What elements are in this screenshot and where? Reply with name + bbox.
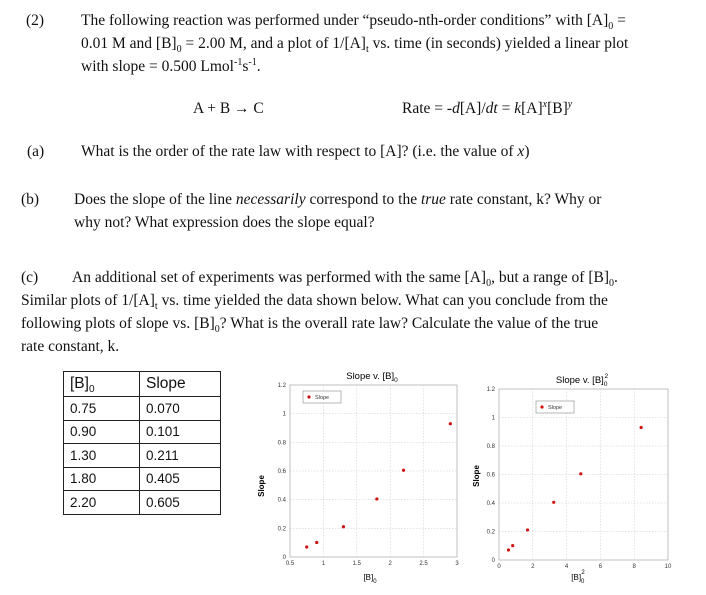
chart-2-ylabel: Slope [472, 465, 481, 487]
data-point [342, 525, 345, 528]
chart-slope-vs-b0-squared [466, 365, 691, 593]
q2-line-2-c: vs. time (in seconds) yielded a linear plot [368, 35, 629, 52]
superscript: -1 [248, 56, 257, 68]
data-point [315, 541, 318, 544]
subscript: 0 [176, 44, 182, 56]
q2-line-1 [81, 9, 626, 32]
chart-2-legend-label: Slope [548, 405, 563, 411]
rate-b: [B] [547, 100, 568, 117]
part-b-text-d: true [420, 191, 446, 208]
data-table [63, 371, 221, 515]
rate-equals: = [497, 100, 515, 117]
chart-1-points [305, 422, 452, 548]
cell-slope: 0.211 [140, 444, 221, 468]
part-c-text-e: vs. time yielded the data shown below. What can you conclude from the [157, 292, 608, 309]
part-c-label: (c) [21, 269, 39, 286]
data-point [526, 528, 529, 531]
y-tick-label: 0.8 [277, 440, 286, 447]
y-tick-label: 0.2 [277, 526, 286, 533]
y-tick-label: 0.4 [277, 497, 286, 504]
header-b0-text: [B] [70, 375, 89, 392]
rate-exponent-y: y [567, 98, 573, 110]
rate-k: k [514, 100, 522, 117]
cell-slope: 0.070 [140, 397, 221, 421]
part-c-line-1 [72, 266, 618, 289]
cell-slope: 0.405 [140, 467, 221, 491]
chart-1-legend-label: Slope [315, 395, 330, 401]
y-tick-label: 1.2 [277, 383, 286, 389]
rate-d: d [452, 100, 460, 117]
y-tick-label: 0.4 [486, 501, 495, 507]
x-tick-label: 3 [455, 561, 459, 567]
cell-b0: 1.80 [64, 467, 140, 491]
subscript: t [154, 301, 158, 313]
rate-exponent-x: x [542, 98, 548, 110]
reaction-equation: A + B → C [193, 100, 264, 117]
cell-b0: 2.20 [64, 491, 140, 515]
rate-law [402, 97, 572, 120]
rate-dt: dt [485, 100, 498, 117]
part-b-text-c: correspond to the [305, 191, 421, 208]
cell-slope: 0.605 [140, 491, 221, 515]
chart-1-legend-marker [307, 395, 310, 398]
x-tick-label: 4 [564, 564, 569, 570]
part-b-line-1 [74, 188, 601, 211]
data-point [552, 501, 555, 504]
y-tick-label: 1.2 [486, 387, 495, 393]
part-c-text-d: Similar plots of 1/[A] [21, 292, 155, 309]
chart-1-ylabel: Slope [257, 475, 266, 497]
table-row [64, 420, 221, 444]
data-point [511, 544, 514, 547]
q2-line-1-text: The following reaction was performed under “pseudo-nth-order conditions” with [A] [81, 12, 609, 29]
chart-1-ticks [278, 383, 460, 567]
subscript: 0 [88, 384, 95, 396]
rate-mid: [A]/ [459, 100, 486, 117]
x-tick-label: 1 [321, 561, 326, 567]
y-tick-label: 1 [282, 411, 286, 418]
cell-slope: 0.101 [140, 420, 221, 444]
part-b-text-e: rate constant, k? Why or [445, 191, 602, 208]
chart-2-title: Slope v. $[B]_02$ [555, 373, 609, 388]
subscript: t [365, 44, 369, 56]
part-c-line-2 [21, 289, 608, 312]
cell-b0: 1.30 [64, 444, 140, 468]
chart-1-title: Slope v. $[B]_0$ [346, 371, 398, 384]
part-c-text-b: , but a range of [B] [491, 269, 610, 286]
part-a-text [81, 140, 529, 163]
x-tick-label: 10 [664, 564, 672, 570]
part-b-text-b: necessarily [235, 191, 306, 208]
x-tick-label: 1.5 [352, 561, 361, 567]
part-b-text-a: Does the slope of the line [74, 191, 236, 208]
chart-2-grid [499, 389, 668, 560]
x-tick-label: 8 [632, 564, 636, 570]
superscript: -1 [233, 56, 243, 68]
q2-line-3-b: s [242, 58, 249, 75]
part-a-close: ) [524, 143, 530, 160]
table-header-row [64, 372, 221, 397]
subscript: 0 [486, 278, 492, 290]
question-number: (2) [26, 12, 45, 29]
chart-2-xlabel: $[B]_02$ [571, 570, 585, 585]
part-c-line-4: rate constant, k. [21, 338, 120, 355]
part-c-text-c: . [614, 269, 618, 286]
subscript: 0 [214, 324, 220, 336]
cell-b0: 0.90 [64, 420, 140, 444]
part-c-text-f: following plots of slope vs. [B] [21, 315, 215, 332]
q2-line-2 [81, 32, 628, 55]
part-c-text-g: ? What is the overall rate law? Calculate the value of the true [219, 315, 599, 332]
part-c-text-a: An additional set of experiments was performed with the same [A] [72, 269, 487, 286]
subscript: 0 [609, 278, 615, 290]
y-tick-label: 1 [491, 415, 495, 422]
table-row [64, 467, 221, 491]
y-tick-label: 0.2 [486, 529, 495, 536]
part-a-question: What is the order of the rate law with respect to [A]? (i.e. the value of [81, 143, 518, 160]
q2-line-2-a: 0.01 M and [B] [81, 35, 177, 52]
chart-1-grid [290, 385, 457, 557]
part-c-line-3 [21, 312, 598, 335]
y-tick-label: 0 [491, 558, 495, 564]
cell-b0: 0.75 [64, 397, 140, 421]
data-point [579, 472, 582, 475]
data-point [305, 545, 308, 548]
x-tick-label: 0.5 [285, 561, 295, 567]
part-a-label: (a) [27, 143, 45, 160]
data-point [402, 469, 405, 472]
part-b-line-2: why not? What expression does the slope equal? [74, 214, 375, 231]
data-point [507, 548, 510, 551]
chart-slope-vs-b0 [250, 365, 470, 590]
rate-prefix: Rate = - [402, 100, 453, 117]
y-tick-label: 0.8 [486, 444, 495, 450]
data-point [375, 497, 378, 500]
x-tick-label: 2 [531, 564, 535, 570]
x-tick-label: 0 [497, 564, 501, 570]
q2-line-3-a: with slope = 0.500 Lmol [81, 58, 234, 75]
subscript: 0 [608, 21, 614, 33]
part-b-label: (b) [21, 191, 40, 208]
table-row [64, 491, 221, 515]
table-row [64, 397, 221, 421]
q2-line-1-end: = [613, 12, 626, 29]
y-tick-label: 0 [282, 555, 286, 561]
data-point [449, 422, 452, 425]
header-b0 [64, 372, 140, 397]
x-tick-label: 6 [598, 564, 603, 570]
chart-2-ticks [487, 387, 672, 570]
chart-2-legend-marker [540, 405, 543, 408]
chart-1-xlabel: $[B]_0$ [363, 573, 377, 585]
rate-a: [A] [521, 100, 543, 117]
y-tick-label: 0.6 [277, 469, 286, 475]
x-tick-label: 2.5 [419, 561, 428, 567]
table-row [64, 444, 221, 468]
y-tick-label: 0.6 [486, 472, 495, 479]
data-point [640, 426, 643, 429]
part-a-var: x [517, 143, 525, 160]
chart-2-points [507, 426, 643, 552]
q2-line-3 [81, 55, 261, 78]
q2-line-3-c: . [256, 58, 261, 75]
x-tick-label: 2 [388, 561, 392, 567]
q2-line-2-b: = 2.00 M, and a plot of 1/[A] [181, 35, 366, 52]
header-slope: Slope [140, 372, 221, 397]
